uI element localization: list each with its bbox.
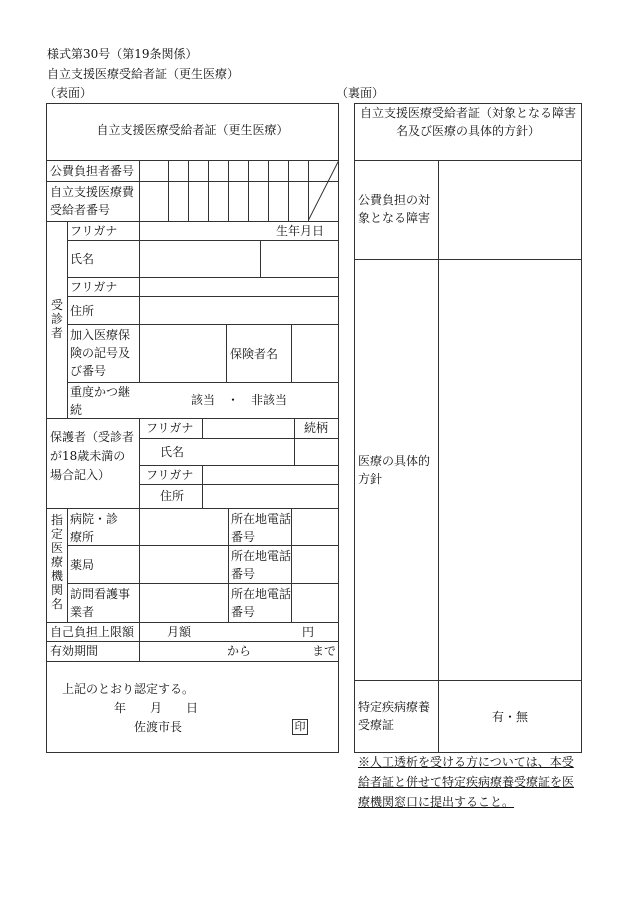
cert-label: 特定疾病療養受療証 [358,700,431,732]
patient-group-label: 受診者 [50,298,63,340]
guardian-name-label: 氏名 [160,445,185,459]
guardian-furigana-label: フリガナ [146,421,194,435]
guardian-furigana2-label: フリガナ [146,468,194,482]
severe-options: 該当 ・ 非該当 [190,393,287,407]
back-title: 自立支援医療受給者証（対象となる障害名及び医療の具体的方針） [360,106,577,138]
hospital-label: 病院・診療所 [70,512,119,544]
from-label: から [227,644,252,658]
certification-text: 上記のとおり認定する。 [62,682,195,696]
back-note: ※人工透析を受ける方については、本受給者証と併せて特定疾病療養受療証を医療機関窓口に提出すること。 [358,755,575,809]
form-number: 様式第30号（第19条関係） [47,47,198,61]
front-title: 自立支援医療受給者証（更生医療） [96,123,289,137]
pharmacy-loc-phone-label: 所在地電話番号 [231,549,292,581]
severe-label: 重度かつ継続 [70,385,131,417]
validity-label: 有効期間 [50,644,99,658]
pharmacy-label: 薬局 [70,558,95,572]
birthdate-label: 生年月日 [276,224,325,238]
guardian-label: 保護者（受診者が18歳未満の場合記入） [50,430,135,482]
insurance-label: 加入医療保険の記号及び番号 [70,328,131,378]
to-label: まで [312,644,337,658]
patient-furigana-label: フリガナ [70,224,118,238]
disability-label: 公費負担の対象となる障害 [358,193,431,225]
hospital-loc-phone-label: 所在地電話番号 [231,512,292,544]
limit-label: 自己負担上限額 [50,625,135,639]
patient-furigana2-label: フリガナ [70,280,118,294]
nursing-label: 訪問看護事業者 [70,587,131,619]
relation-label: 続柄 [304,421,329,435]
front-label: （表面） [44,86,93,100]
insurer-label: 保険者名 [230,347,279,361]
guardian-address-label: 住所 [160,489,185,503]
diagonal-slash [308,160,339,221]
form-title: 自立支援医療受給者証（更生医療） [47,67,240,81]
date-line: 年 月 日 [114,701,199,715]
nursing-loc-phone-label: 所在地電話番号 [231,587,292,619]
patient-address-label: 住所 [70,304,95,318]
cert-value: 有・無 [491,710,528,724]
yen-label: 円 [302,625,315,639]
back-label: （裏面） [336,86,385,100]
institution-group-label: 指定医療機関名 [50,513,63,611]
recipient-number-label: 自立支援医療費受給者番号 [50,185,135,217]
payer-number-label: 公費負担者番号 [50,164,135,178]
seal-stamp: 印 [292,719,308,735]
monthly-label: 月額 [167,625,192,639]
policy-label: 医療の具体的方針 [358,454,431,486]
patient-name-label: 氏名 [70,252,95,266]
mayor-label: 佐渡市長 [134,720,183,734]
